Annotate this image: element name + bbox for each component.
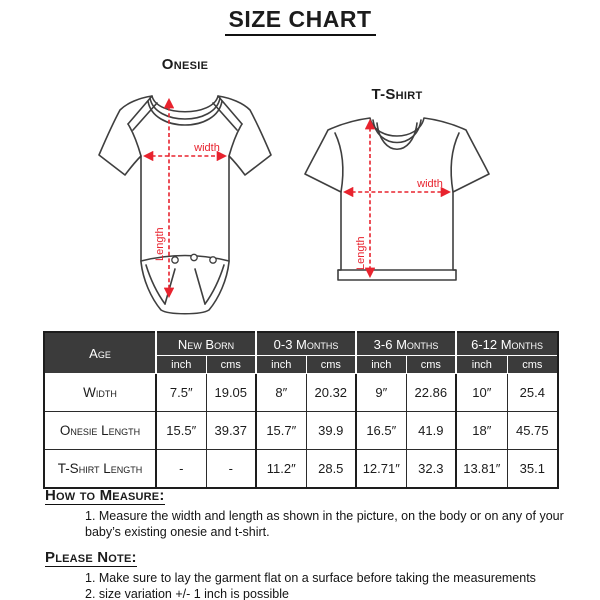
how-to-measure-block: [45, 487, 565, 540]
cell: 20.32: [306, 374, 356, 412]
unit-header-cms: cms: [306, 356, 356, 374]
unit-header-inch: inch: [456, 356, 507, 374]
unit-header-cms: cms: [507, 356, 558, 374]
cell: 16.5″: [356, 412, 406, 450]
onesie-length-text: Length: [154, 227, 166, 261]
cell: 9″: [356, 374, 406, 412]
cell: 11.2″: [256, 450, 306, 489]
col-group-0-3: 0-3 Months: [256, 332, 356, 356]
onesie-body-outline: [99, 96, 271, 314]
unit-header-inch: inch: [156, 356, 206, 374]
notes-section: [45, 487, 565, 600]
tshirt-width-text: width: [417, 178, 443, 190]
col-group-newborn: New Born: [156, 332, 256, 356]
cell: 15.5″: [156, 412, 206, 450]
cell: -: [156, 450, 206, 489]
unit-header-cms: cms: [406, 356, 456, 374]
tshirt-illustration: [297, 108, 497, 294]
how-to-measure-heading: How to Measure:: [45, 487, 165, 504]
cell: 35.1: [507, 450, 558, 489]
table-row-tshirt-length: [44, 450, 558, 489]
unit-header-inch: inch: [256, 356, 306, 374]
table-row-onesie-length: [44, 412, 558, 450]
cell: 32.3: [406, 450, 456, 489]
cell: 22.86: [406, 374, 456, 412]
onesie-width-text: width: [194, 142, 220, 154]
cell: 41.9: [406, 412, 456, 450]
cell: -: [206, 450, 256, 489]
cell: 13.81″: [456, 450, 507, 489]
onesie-illustration: [95, 84, 275, 318]
cell: 45.75: [507, 412, 558, 450]
row-label: Width: [44, 374, 156, 412]
please-note-heading: Please Note:: [45, 549, 137, 566]
cell: 28.5: [306, 450, 356, 489]
age-header-cell: Age: [44, 332, 156, 374]
note-item: 1. Make sure to lay the garment flat on a surface before taking the measurements: [85, 571, 536, 585]
onesie-label: Onesie: [161, 56, 209, 73]
cell: 12.71″: [356, 450, 406, 489]
tshirt-length-text: Length: [355, 236, 367, 270]
page-title: SIZE CHART: [225, 6, 376, 36]
cell: 18″: [456, 412, 507, 450]
cell: 39.37: [206, 412, 256, 450]
cell: 10″: [456, 374, 507, 412]
col-group-3-6: 3-6 Months: [356, 332, 456, 356]
note-item: 1. Measure the width and length as shown in the picture, on the body or on any of your baby’s existing onesie and t-shirt.: [85, 509, 564, 539]
cell: 25.4: [507, 374, 558, 412]
cell: 7.5″: [156, 374, 206, 412]
cell: 8″: [256, 374, 306, 412]
cell: 15.7″: [256, 412, 306, 450]
cell: 19.05: [206, 374, 256, 412]
page-title-row: [0, 6, 600, 36]
table-row-width: [44, 374, 558, 412]
cell: 39.9: [306, 412, 356, 450]
row-label: T-Shirt Length: [44, 450, 156, 489]
size-table: [43, 331, 559, 489]
unit-header-cms: cms: [206, 356, 256, 374]
note-item: 2. size variation +/- 1 inch is possible: [85, 587, 289, 600]
col-group-6-12: 6-12 Months: [456, 332, 558, 356]
row-label: Onesie Length: [44, 412, 156, 450]
tshirt-label: T-Shirt: [371, 86, 423, 103]
unit-header-inch: inch: [356, 356, 406, 374]
please-note-block: [45, 549, 565, 600]
